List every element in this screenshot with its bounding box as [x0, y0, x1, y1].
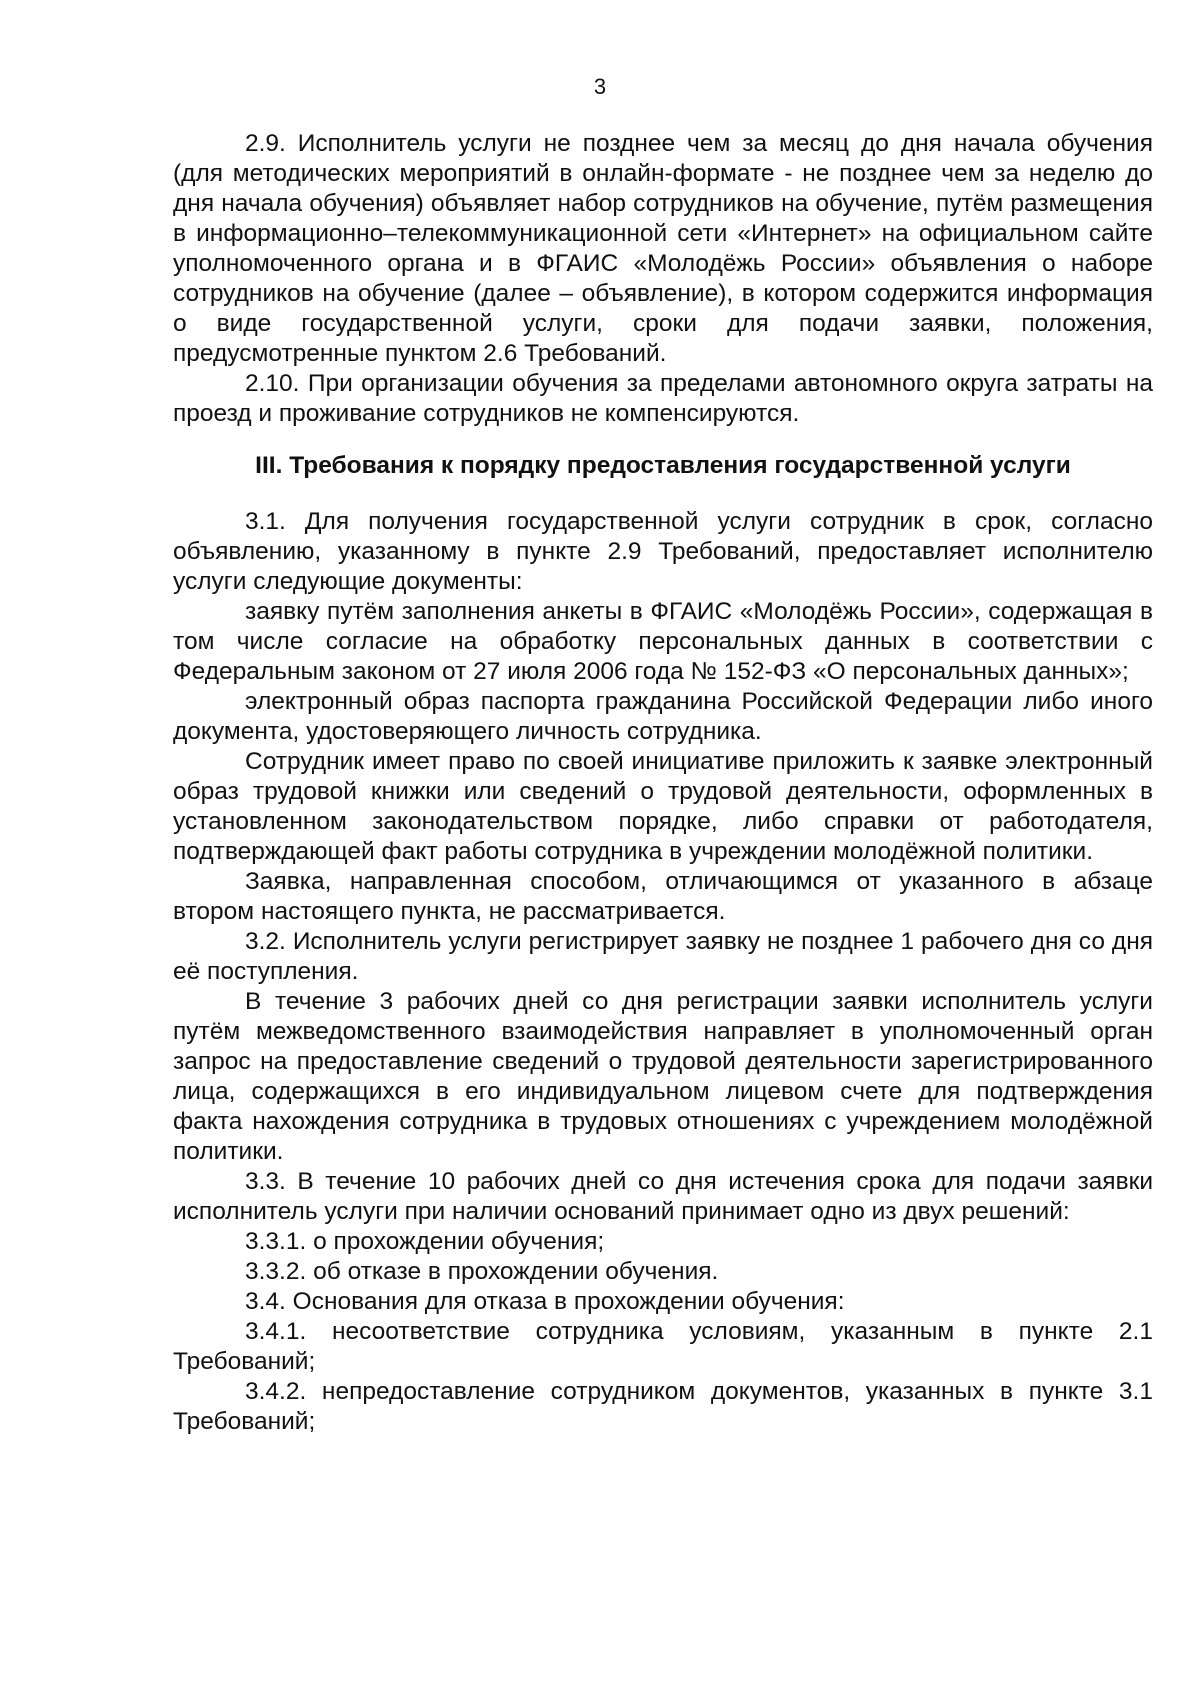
paragraph-3-3-1: 3.3.1. о прохождении обучения;: [245, 1228, 605, 1255]
paragraph-3-1-other-method: Заявка, направленная способом, отличающимся от указанного в абзаце втором настоящего пункта, не рассматривается.: [173, 868, 1153, 925]
paragraph-2-10: 2.10. При организации обучения за пределами автономного округа затраты на проезд и проживание сотрудников не компенсируются.: [173, 370, 1153, 427]
paragraph-3-4: 3.4. Основания для отказа в прохождении обучения:: [245, 1288, 845, 1315]
paragraph-3-1-passport: электронный образ паспорта гражданина Российской Федерации либо иного документа, удостоверяющего личность сотрудника.: [173, 688, 1153, 745]
section-3-heading: III. Требования к порядку предоставления государственной услуги: [255, 452, 1071, 479]
paragraph-3-4-1: 3.4.1. несоответствие сотрудника условиям, указанным в пункте 2.1 Требований;: [173, 1318, 1153, 1375]
paragraph-2-9: 2.9. Исполнитель услуги не позднее чем за месяц до дня начала обучения (для методических мероприятий в онлайн-формате - не позднее чем за неделю до дня начала обучения) объявляет набор сотрудников на обучение, путём размещения в информационно–телекоммуникационной сети «Интернет» на официальном сайте уполномоченного органа и в ФГАИС «Молодёжь России» объявления о наборе сотрудников на обучение (далее – объявление), в котором содержится информация о виде государственной услуги, сроки для подачи заявки, положения, предусмотренные пунктом 2.6 Требований.: [173, 130, 1153, 367]
paragraph-3-1: 3.1. Для получения государственной услуги сотрудник в срок, согласно объявлению, указанному в пункте 2.9 Требований, предоставляет исполнителю услуги следующие документы:: [173, 508, 1153, 595]
paragraph-3-4-2: 3.4.2. непредоставление сотрудником документов, указанных в пункте 3.1 Требований;: [173, 1378, 1153, 1435]
paragraph-3-1-optional-documents: Сотрудник имеет право по своей инициативе приложить к заявке электронный образ трудовой книжки или сведений о трудовой деятельности, оформленных в установленном законодательством порядке, либо справки от работодателя, подтверждающей факт работы сотрудника в учреждении молодёжной политики.: [173, 748, 1153, 865]
paragraph-3-1-application: заявку путём заполнения анкеты в ФГАИС «Молодёжь России», содержащая в том числе согласие на обработку персональных данных в соответствии с Федеральным законом от 27 июля 2006 года № 152-ФЗ «О персональных данных»;: [173, 598, 1153, 685]
paragraph-3-3: 3.3. В течение 10 рабочих дней со дня истечения срока для подачи заявки исполнитель услуги при наличии оснований принимает одно из двух решений:: [173, 1168, 1153, 1225]
paragraph-3-2: 3.2. Исполнитель услуги регистрирует заявку не позднее 1 рабочего дня со дня её поступления.: [173, 928, 1153, 985]
paragraph-3-2-interagency: В течение 3 рабочих дней со дня регистрации заявки исполнитель услуги путём межведомственного взаимодействия направляет в уполномоченный орган запрос на предоставление сведений о трудовой деятельности зарегистрированного лица, содержащихся в его индивидуальном лицевом счете для подтверждения факта нахождения сотрудника в трудовых отношениях с учреждением молодёжной политики.: [173, 988, 1153, 1165]
paragraph-3-3-2: 3.3.2. об отказе в прохождении обучения.: [245, 1258, 719, 1285]
page-number: 3: [593, 74, 607, 99]
document-body: [173, 129, 1153, 1437]
